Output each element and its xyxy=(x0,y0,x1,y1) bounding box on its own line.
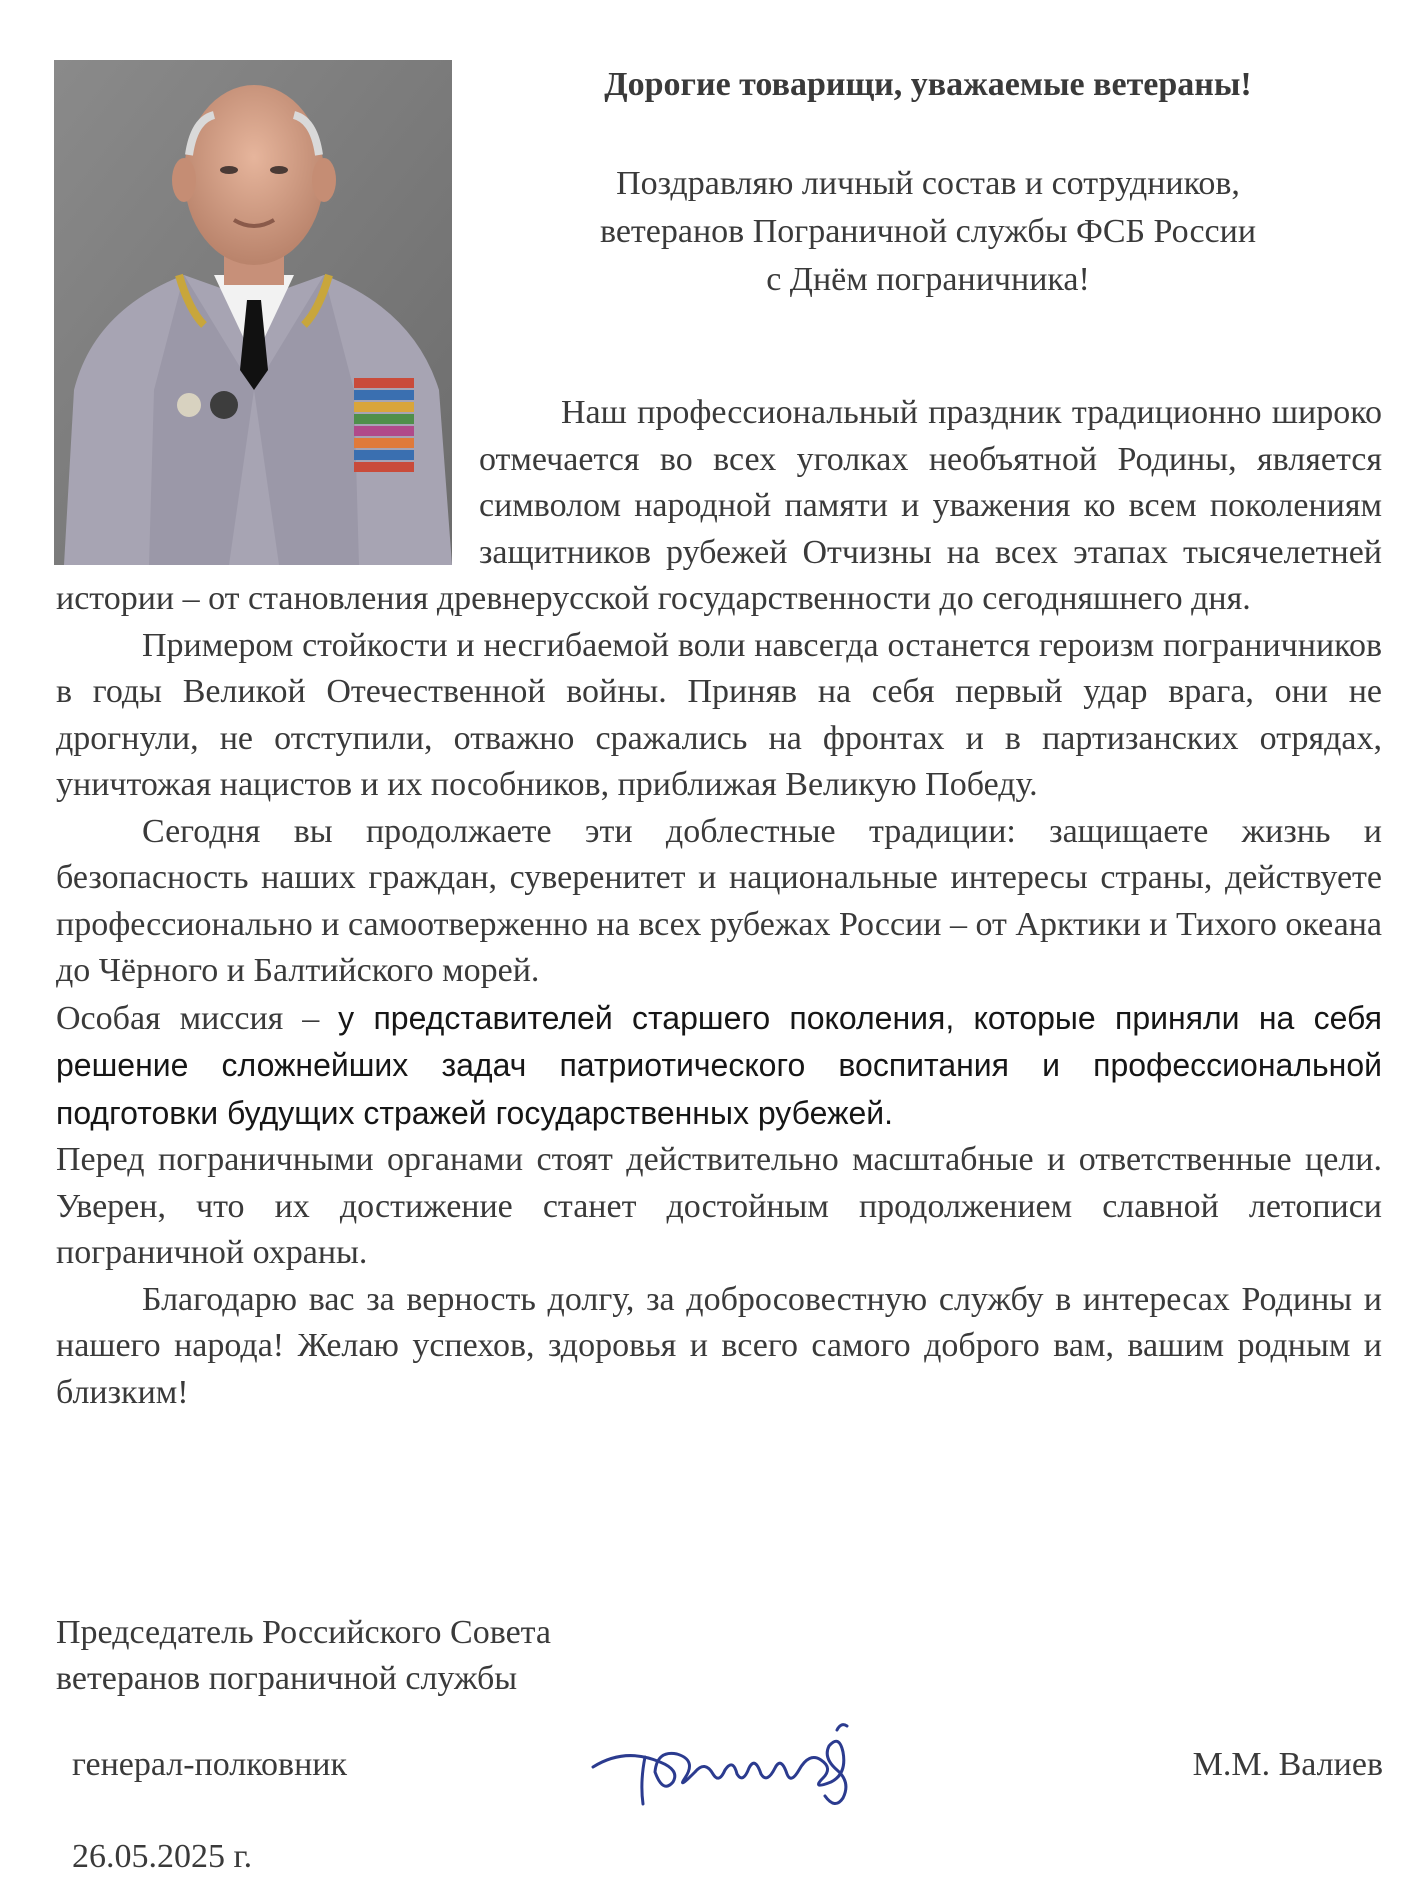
paragraph: Перед пограничными органами стоят действительно масштабные и ответственные цели. Уверен, что их достижение станет достойным продолжением славной летописи пограничной охраны. xyxy=(56,1141,1382,1271)
letter-body xyxy=(56,390,1382,1416)
paragraph: Наш профессиональный праздник традиционно широко отмечается во всех уголках необъятной Родины, является символом народной памяти и уважения ко всем поколениям защитников рубежей Отчизны на всех этапах тысячелетней истории – от становления древнерусской государственности до сегодняшнего дня. xyxy=(56,394,1382,617)
signer-rank: генерал-полковник xyxy=(72,1746,348,1783)
paragraph: Примером стойкости и несгибаемой воли навсегда останется героизм пограничников в годы Великой Отечественной войны. Приняв на себя первый удар врага, они не дрогнули, не отступили, отважно сражались на фронтах и в партизанских отрядах, уничтожая нацистов и их пособников, приближая Великую Победу. xyxy=(56,626,1382,803)
photo-spacer xyxy=(56,390,479,575)
greeting-line: с Днём пограничника! xyxy=(766,261,1090,298)
greeting-line: Поздравляю личный состав и сотрудников, xyxy=(616,165,1240,202)
greeting-subtitle xyxy=(478,160,1378,304)
paragraph-emphasis: у представителей старшего поколения, которые приняли на себя решение сложнейших задач патриотического воспитания и профессиональной подготовки будущих стражей государственных рубежей. xyxy=(56,999,1383,1131)
paragraph: Сегодня вы продолжаете эти доблестные традиции: защищаете жизнь и безопасность наших граждан, суверенитет и национальные интересы страны, действуете профессионально и самоотверженно на всех рубежах России – от Арктики и Тихого океана до Чёрного и Балтийского морей. xyxy=(56,812,1382,989)
greeting-line: ветеранов Пограничной службы ФСБ России xyxy=(599,213,1257,250)
greeting-title: Дорогие товарищи, уважаемые ветераны! xyxy=(604,66,1252,103)
paragraph: Благодарю вас за верность долгу, за добросовестную службу в интересах Родины и нашего народа! Желаю успехов, здоровья и всего самого доброго вам, вашим родным и близким! xyxy=(56,1280,1382,1411)
signer-position xyxy=(56,1610,551,1702)
position-line: ветеранов пограничной службы xyxy=(56,1660,518,1697)
letter-date: 26.05.2025 г. xyxy=(72,1838,253,1875)
paragraph xyxy=(56,995,1382,1138)
paragraph-lead: Особая миссия – xyxy=(56,999,320,1037)
handwritten-signature xyxy=(585,1712,875,1812)
signer-name: М.М. Валиев xyxy=(1192,1746,1383,1783)
position-line: Председатель Российского Совета xyxy=(56,1614,552,1651)
